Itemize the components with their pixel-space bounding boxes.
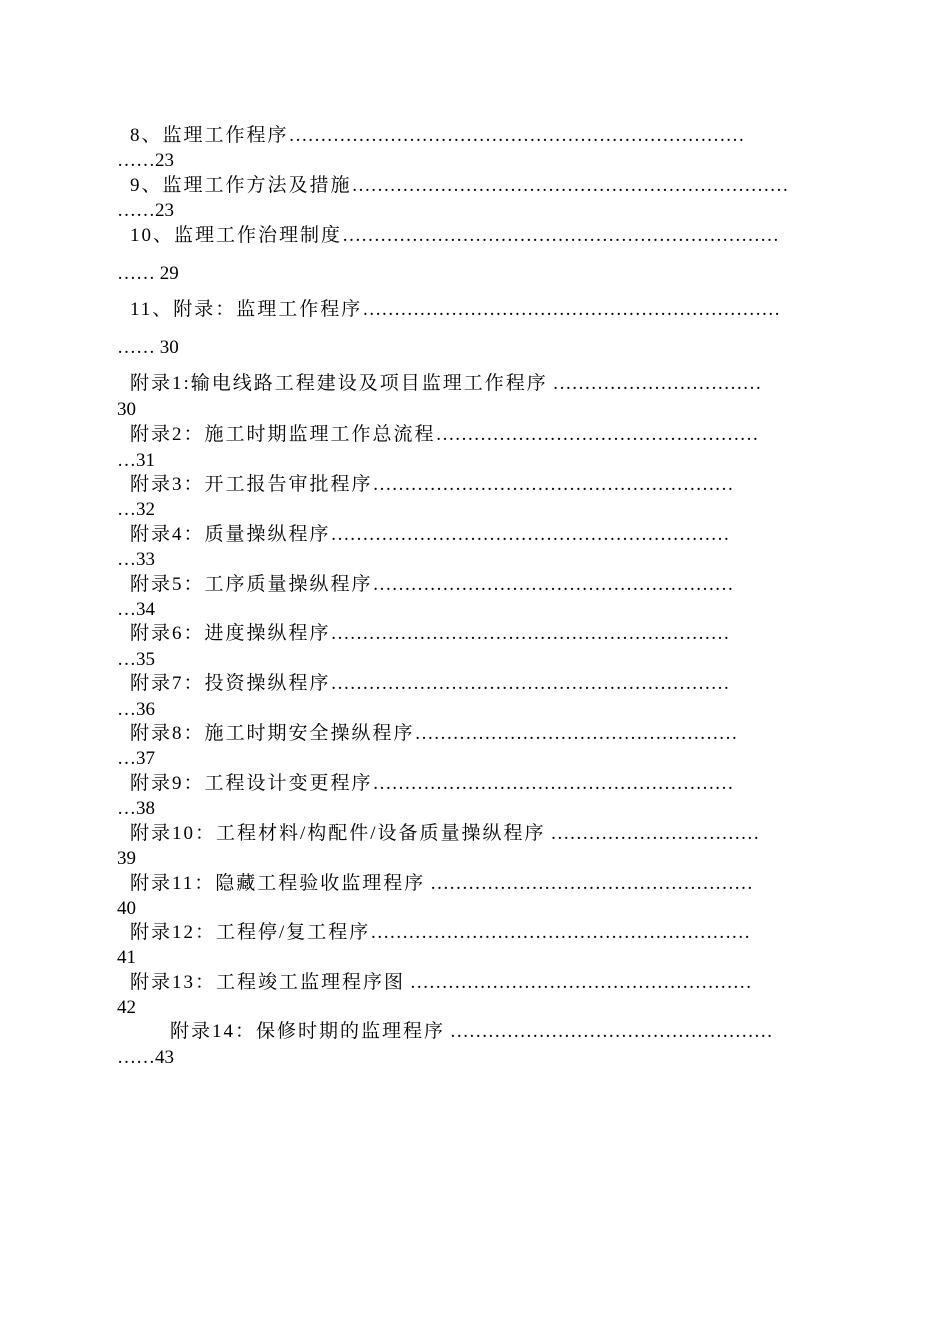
toc-page-number: 42 <box>117 997 136 1018</box>
toc-title-line <box>130 772 734 796</box>
toc-entry-title: 附录9：工程设计变更程序 <box>130 773 373 794</box>
toc-leader-dots: ……………………………………………… <box>405 972 752 993</box>
toc-page-line <box>117 449 155 473</box>
toc-page-line <box>117 946 136 970</box>
toc-leader-dots: ……………………………………………………… <box>330 623 730 644</box>
toc-page-line <box>117 498 155 522</box>
toc-page-line <box>117 996 136 1020</box>
toc-entry-title: 附录12：工程停/复工程序 <box>130 922 371 943</box>
toc-entry-title: 附录5：工序质量操纵程序 <box>130 574 373 595</box>
toc-entry-title: 附录7：投资操纵程序 <box>130 673 331 694</box>
toc-leader-dots: ……………………………………………………… <box>330 673 730 694</box>
toc-page-line <box>117 847 136 871</box>
toc-title-line <box>130 124 745 148</box>
toc-entry-title: 附录3：开工报告审批程序 <box>130 474 373 495</box>
toc-page-number: 32 <box>136 499 155 520</box>
toc-leader-dots: …… <box>117 263 160 284</box>
toc-page-line <box>117 149 174 173</box>
toc-page-number: 40 <box>117 898 136 919</box>
toc-leader-dots: ………………………………………………… <box>372 474 734 495</box>
toc-entry-title: 8、监理工作程序 <box>130 125 289 146</box>
toc-page-line <box>117 598 155 622</box>
toc-title-line <box>170 1020 773 1044</box>
toc-entry-title: 附录13：工程竣工监理程序图 <box>130 972 406 993</box>
toc-title-line <box>130 822 759 846</box>
toc-entry-title: 9、监理工作方法及措施 <box>130 175 352 196</box>
toc-entry-title: 附录4：质量操纵程序 <box>130 524 331 545</box>
toc-page-number: 30 <box>117 399 136 420</box>
toc-leader-dots: … <box>117 599 136 620</box>
toc-title-line <box>130 722 738 746</box>
toc-page-line <box>117 398 136 422</box>
toc-page-number: 38 <box>136 798 155 819</box>
toc-page-line <box>117 897 136 921</box>
toc-entry-title: 10、监理工作治理制度 <box>130 225 343 246</box>
toc-title-line <box>130 971 752 995</box>
toc-leader-dots: … <box>117 450 136 471</box>
toc-page-number: 30 <box>159 337 179 358</box>
toc-entry-title: 附录11：隐藏工程验收监理程序 <box>130 873 426 894</box>
toc-page-number: 36 <box>136 699 155 720</box>
toc-leader-dots: …………………………… <box>545 823 760 844</box>
toc-entry-title: 11、附录：监理工作程序 <box>130 299 363 320</box>
toc-page-number: 23 <box>155 150 174 171</box>
toc-title-line <box>130 174 789 198</box>
toc-entry-title: 附录2：施工时期监理工作总流程 <box>130 424 436 445</box>
toc-title-line <box>130 423 759 447</box>
toc-page-number: 37 <box>136 748 155 769</box>
toc-page-line <box>117 1046 174 1070</box>
toc-leader-dots: …… <box>117 200 155 221</box>
toc-page-number: 34 <box>136 599 155 620</box>
toc-page-line <box>117 698 155 722</box>
toc-title-line <box>130 523 730 547</box>
toc-leader-dots: …………………………………………………………… <box>342 225 780 246</box>
toc-leader-dots: …… <box>117 150 155 171</box>
toc-entry-title: 附录1:输电线路工程建设及项目监理工作程序 <box>130 373 548 394</box>
toc-leader-dots: ………………………………………………… <box>372 574 734 595</box>
toc-leader-dots: ………………………………………………………… <box>362 299 781 320</box>
toc-title-line <box>130 224 779 248</box>
toc-leader-dots: … <box>117 798 136 819</box>
toc-entry-title: 附录6：进度操纵程序 <box>130 623 331 644</box>
toc-page-number: 31 <box>136 450 155 471</box>
toc-leader-dots: …………………………………………… <box>414 723 738 744</box>
toc-title-line <box>130 872 753 896</box>
toc-leader-dots: … <box>117 499 136 520</box>
toc-title-line <box>130 573 734 597</box>
toc-leader-dots: …… <box>117 337 160 358</box>
toc-title-line <box>130 921 750 945</box>
toc-leader-dots: … <box>117 649 136 670</box>
toc-page-line <box>117 199 174 223</box>
toc-page-number: 35 <box>136 649 155 670</box>
toc-page-number: 43 <box>155 1047 174 1068</box>
toc-title-line <box>130 622 730 646</box>
toc-page-line <box>117 262 179 286</box>
toc-entry-title: 附录8：施工时期安全操纵程序 <box>130 723 415 744</box>
toc-leader-dots: … <box>117 549 136 570</box>
toc-page-number: 41 <box>117 947 136 968</box>
toc-page-line <box>117 336 179 360</box>
toc-leader-dots: … <box>117 699 136 720</box>
toc-leader-dots: …………………………………………… <box>435 424 759 445</box>
toc-leader-dots: … <box>117 748 136 769</box>
toc-page-number: 39 <box>117 848 136 869</box>
toc-page-line <box>117 648 155 672</box>
toc-title-line <box>130 298 780 322</box>
toc-leader-dots: ……………………………………………………… <box>330 524 730 545</box>
toc-page-number: 33 <box>136 549 155 570</box>
toc-title-line <box>130 473 734 497</box>
toc-page-line <box>117 747 155 771</box>
toc-page-number: 29 <box>159 263 179 284</box>
toc-entry-title: 附录14：保修时期的监理程序 <box>170 1021 446 1042</box>
toc-page-number: 23 <box>155 200 174 221</box>
toc-page-line <box>117 797 155 821</box>
toc-title-line <box>130 672 730 696</box>
toc-leader-dots: …………………………………………… <box>425 873 754 894</box>
toc-page-line <box>117 548 155 572</box>
toc-leader-dots: ……………………………………………………………… <box>288 125 745 146</box>
toc-leader-dots: …………………………………………… <box>445 1021 773 1042</box>
toc-title-line <box>130 372 762 396</box>
toc-leader-dots: …… <box>117 1047 155 1068</box>
toc-leader-dots: …………………………………………………… <box>370 922 751 943</box>
toc-leader-dots: …………………………… <box>547 373 762 394</box>
toc-leader-dots: ………………………………………………… <box>372 773 734 794</box>
toc-entry-title: 附录10：工程材料/构配件/设备质量操纵程序 <box>130 823 546 844</box>
toc-leader-dots: …………………………………………………………… <box>351 175 789 196</box>
